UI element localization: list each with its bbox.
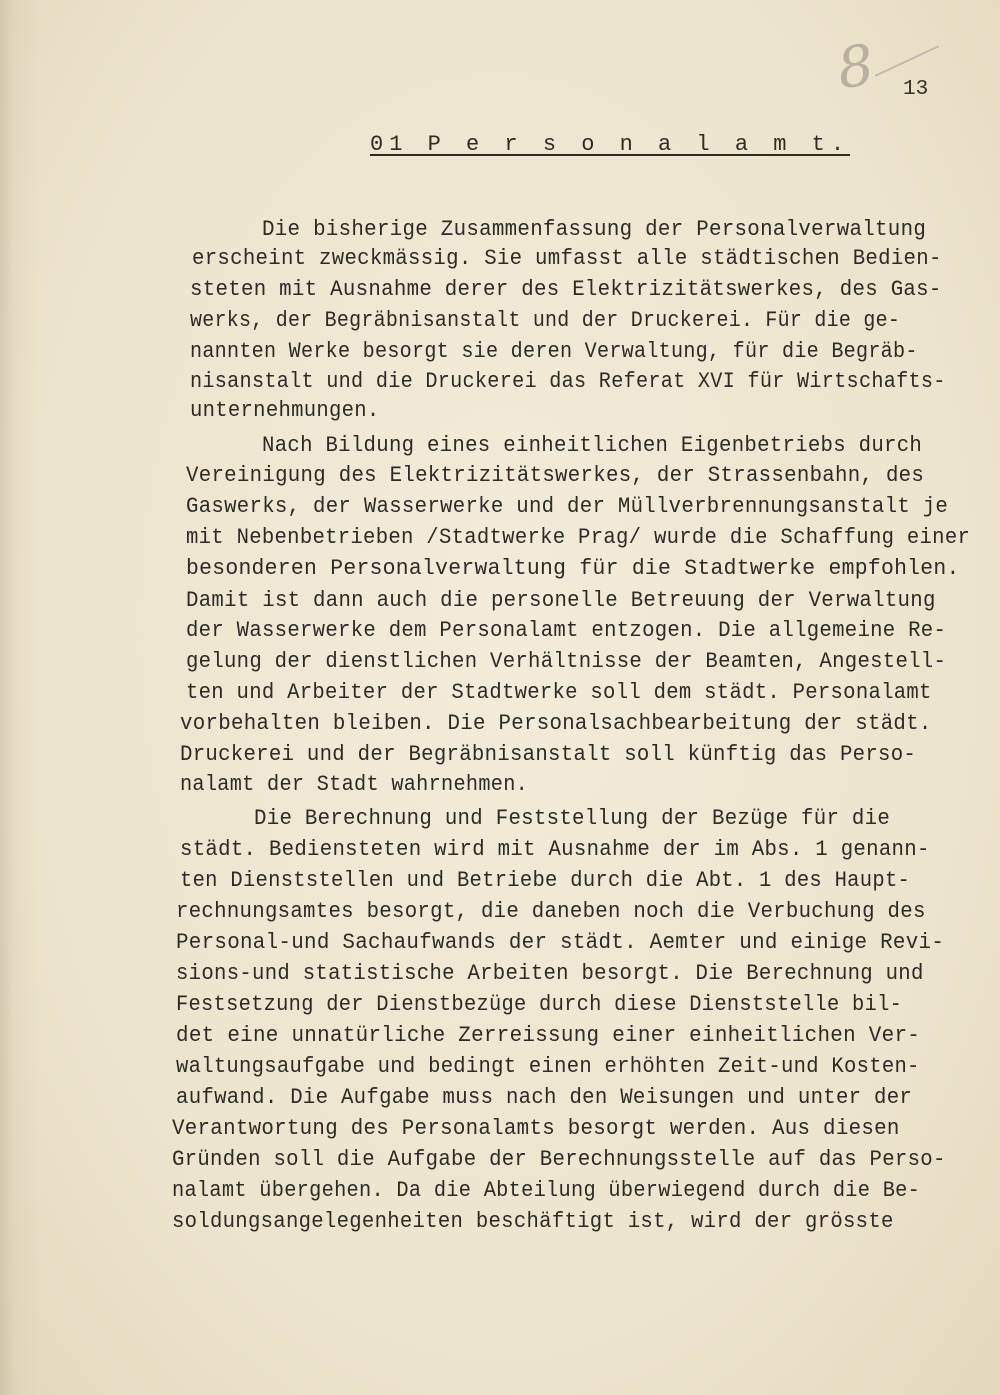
- text-line: der Wasserwerke dem Personalamt entzogen. Die allgemeine Re-: [186, 618, 947, 643]
- page-number: 13: [903, 78, 929, 101]
- text-line: werks, der Begräbnisanstalt und der Druckerei. Für die ge-: [190, 308, 901, 333]
- text-line: Druckerei und der Begräbnisanstalt soll künftig das Perso-: [180, 742, 917, 767]
- text-line: Gaswerks, der Wasserwerke und der Müllverbrennungsanstalt je: [186, 494, 949, 519]
- text-line: Nach Bildung eines einheitlichen Eigenbetriebs durch: [262, 433, 923, 458]
- text-line: Festsetzung der Dienstbezüge durch diese Dienststelle bil-: [176, 992, 903, 1017]
- text-line: steten mit Ausnahme derer des Elektrizitätswerkes, des Gas-: [190, 277, 942, 302]
- text-line: Vereinigung des Elektrizitätswerkes, der Strassenbahn, des: [186, 463, 925, 488]
- text-line: Verantwortung des Personalamts besorgt werden. Aus diesen: [172, 1116, 900, 1141]
- text-line: nisanstalt und die Druckerei das Referat XVI für Wirtschafts-: [190, 369, 946, 394]
- text-line: nalamt der Stadt wahrnehmen.: [180, 772, 529, 797]
- text-line: gelung der dienstlichen Verhältnisse der Beamten, Angestell-: [186, 649, 947, 674]
- text-line: Damit ist dann auch die personelle Betreuung der Verwaltung: [186, 588, 936, 613]
- text-line: mit Nebenbetrieben /Stadtwerke Prag/ wurde die Schaffung einer: [186, 525, 971, 550]
- text-line: erscheint zweckmässig. Sie umfasst alle städtischen Bedien-: [192, 246, 942, 271]
- text-line: ten und Arbeiter der Stadtwerke soll dem städt. Personalamt: [186, 680, 932, 705]
- text-line: rechnungsamtes besorgt, die daneben noch die Verbuchung des: [176, 899, 926, 924]
- text-line: vorbehalten bleiben. Die Personalsachbearbeitung der städt.: [180, 711, 932, 736]
- text-line: Die bisherige Zusammenfassung der Personalverwaltung: [262, 217, 927, 242]
- handwritten-stroke: [875, 45, 939, 76]
- text-line: waltungsaufgabe und bedingt einen erhöhten Zeit-und Kosten-: [176, 1054, 920, 1079]
- text-line: det eine unnatürliche Zerreissung einer einheitlichen Ver-: [176, 1023, 921, 1048]
- text-line: Personal-und Sachaufwands der städt. Aemter und einige Revi-: [176, 930, 945, 955]
- text-line: ten Dienststellen und Betriebe durch die Abt. 1 des Haupt-: [180, 868, 911, 893]
- text-line: unternehmungen.: [190, 398, 380, 423]
- text-line: städt. Bediensteten wird mit Ausnahme der im Abs. 1 genann-: [180, 837, 930, 862]
- text-line: Gründen soll die Aufgabe der Berechnungsstelle auf das Perso-: [172, 1147, 946, 1172]
- text-line: Die Berechnung und Feststellung der Bezüge für die: [254, 806, 891, 831]
- text-line: aufwand. Die Aufgabe muss nach den Weisungen und unter der: [176, 1085, 913, 1110]
- text-line: soldungsangelegenheiten beschäftigt ist, wird der grösste: [172, 1209, 894, 1234]
- text-line: nannten Werke besorgt sie deren Verwaltung, für die Begräb-: [190, 339, 918, 364]
- handwritten-mark: 8: [833, 32, 878, 103]
- section-heading: 01 P e r s o n a l a m t.: [370, 132, 851, 157]
- text-line: besonderen Personalverwaltung für die Stadtwerke empfohlen.: [186, 556, 960, 581]
- text-line: sions-und statistische Arbeiten besorgt. Die Berechnung und: [176, 961, 924, 986]
- text-line: nalamt übergehen. Da die Abteilung überwiegend durch die Be-: [172, 1178, 921, 1203]
